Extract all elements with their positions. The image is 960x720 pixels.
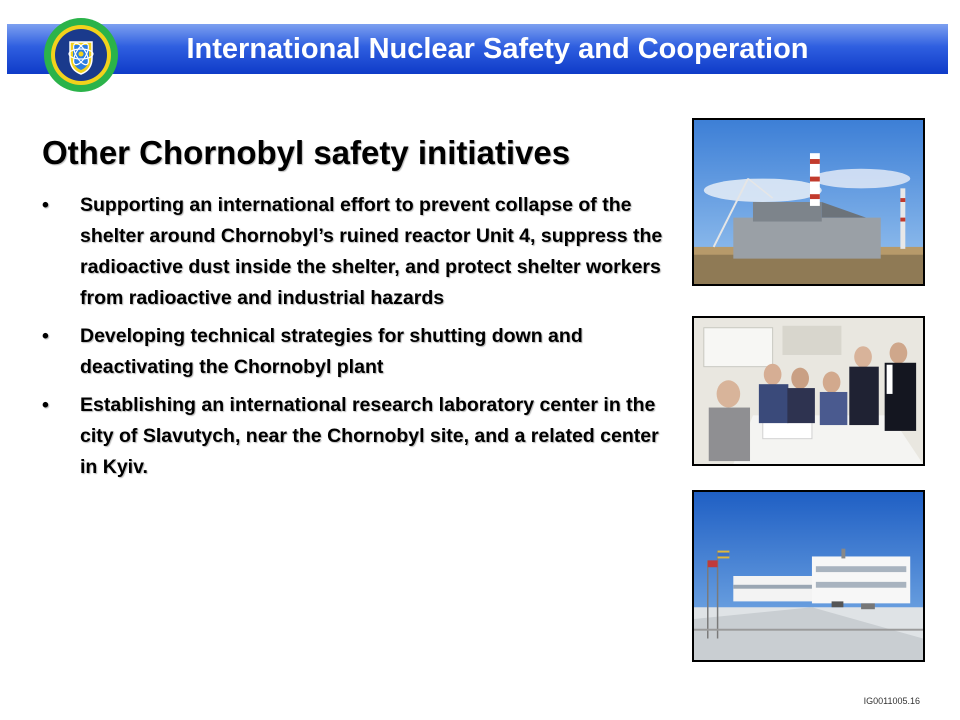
bullet-item	[42, 321, 668, 383]
bullet-marker: •	[42, 325, 49, 347]
bullet-text: Establishing an international research laboratory center in the city of Slavutych, near the Chornobyl site, and a related center in Kyiv.	[80, 394, 659, 478]
reactor-shelter-photo	[692, 118, 925, 286]
bullet-list	[42, 190, 668, 490]
laboratory-building-photo	[692, 490, 925, 662]
bullet-marker: •	[42, 194, 49, 216]
bullet-text: Developing technical strategies for shutting down and deactivating the Chornobyl plant	[80, 325, 583, 378]
bullet-item	[42, 190, 668, 314]
bullet-marker: •	[42, 394, 49, 416]
slide-code: IG0011005.16	[863, 696, 920, 706]
bullet-text: Supporting an international effort to prevent collapse of the shelter around Chornobyl’s ruined reactor Unit 4, suppress the radioactive dust inside the shelter, and protect shelter workers from radioactive and industrial hazards	[80, 194, 663, 309]
meeting-photo	[692, 316, 925, 466]
header-banner	[7, 24, 948, 74]
bullet-item	[42, 390, 668, 483]
doe-seal-icon	[42, 16, 120, 94]
header-title: International Nuclear Safety and Cooperation	[186, 33, 809, 65]
slide-heading: Other Chornobyl safety initiatives	[42, 134, 571, 171]
